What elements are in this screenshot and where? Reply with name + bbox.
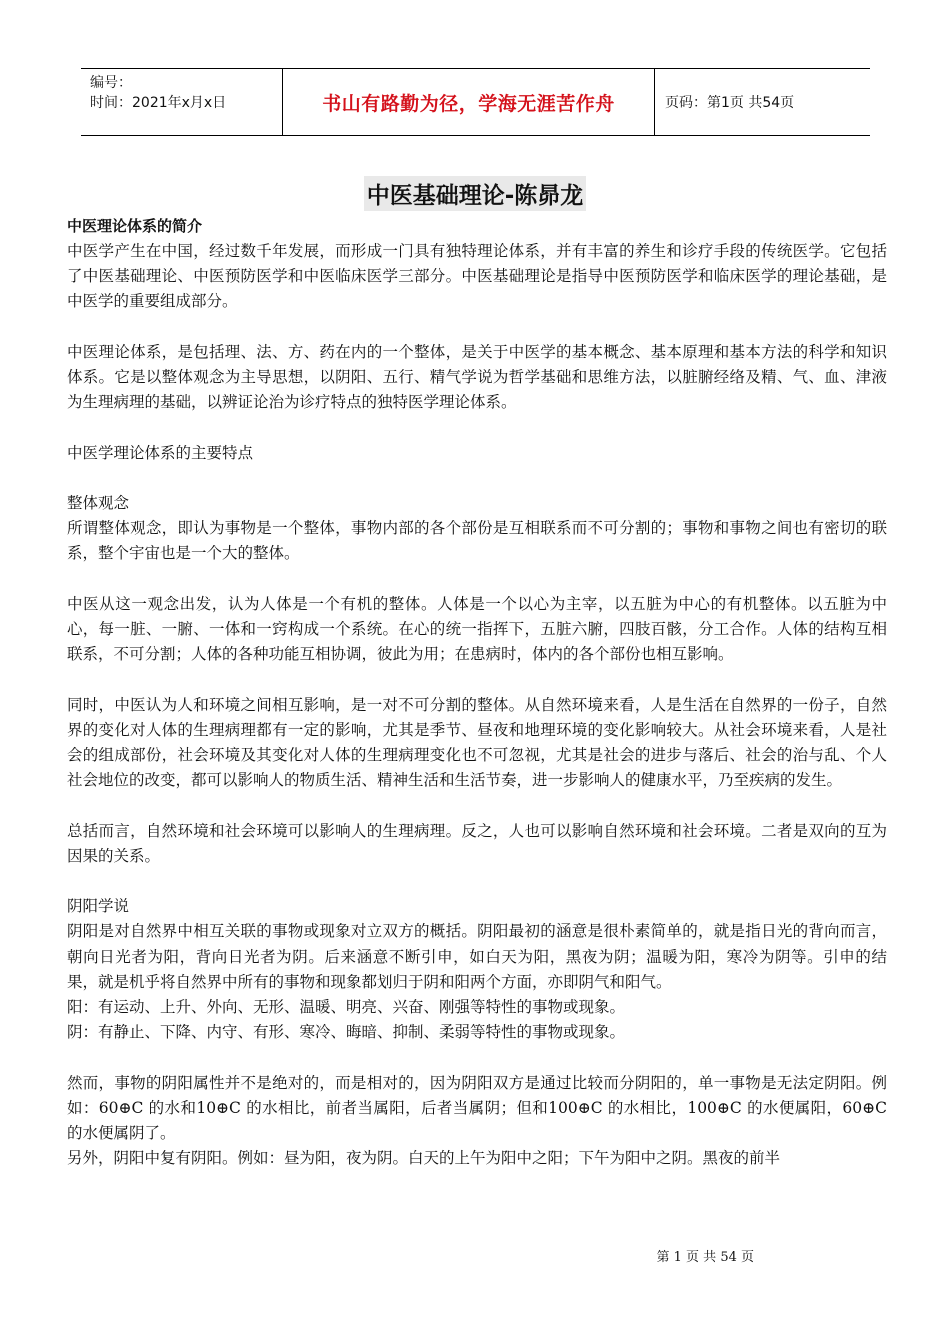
subheading: 整体观念 bbox=[67, 493, 130, 512]
paragraph: 阴：有静止、下降、内守、有形、寒冷、晦暗、抑制、柔弱等特性的事物或现象。 bbox=[67, 1023, 626, 1042]
paragraph: 另外，阴阳中复有阴阳。例如：昼为阳，夜为阴。白天的上午为阳中之阳；下午为阳中之阴。黑夜的前半 bbox=[67, 1149, 781, 1168]
header-left-cell bbox=[81, 69, 282, 135]
paragraph: 所谓整体观念，即认为事物是一个整体，事物内部的各个部份是互相联系而不可分割的；事物和事物之间也有密切的联系，整个宇宙也是一个大的整体。 bbox=[67, 519, 887, 563]
paragraph: 同时，中医认为人和环境之间相互影响，是一对不可分割的整体。从自然环境来看，人是生活在自然界的一份子，自然界的变化对人体的生理病理都有一定的影响，尤其是季节、昼夜和地理环境的变化影响较大。从社会环境来看，人是社会的组成部份，社会环境及其变化对人体的生理病理变化也不可忽视，尤其是社会的进步与落后、社会的治与乱、个人社会地位的改变，都可以影响人的物质生活、精神生活和生活节奏，进一步影响人的健康水平，乃至疾病的发生。 bbox=[67, 695, 887, 790]
subheading: 中医学理论体系的主要特点 bbox=[67, 443, 254, 462]
paragraph: 中医从这一观念出发，认为人体是一个有机的整体。人体是一个以心为主宰，以五脏为中心的有机整体。以五脏为中心，每一脏、一腑、一体和一窍构成一个系统。在心的统一指挥下，五脏六腑，四肢百骸，分工合作。人体的结构互相联系，不可分割；人体的各种功能互相协调，彼此为用；在患病时，体内的各个部份也相互影响。 bbox=[67, 594, 887, 664]
header-right-cell bbox=[655, 69, 870, 135]
paragraph: 然而，事物的阴阳属性并不是绝对的，而是相对的，因为阴阳双方是通过比较而分阴阳的，单一事物是无法定阴阳。例如：60⊕C 的水和10⊕C 的水相比，前者当属阳，后者当属阴；但和100⊕C 的水相比，100⊕C 的水便属阳，60⊕C 的水便属阴了。 bbox=[67, 1073, 887, 1142]
motto-text: 书山有路勤为径，学海无涯苦作舟 bbox=[322, 92, 615, 115]
header-center-cell bbox=[282, 69, 655, 135]
page-footer: 第 1 页 共 54 页 bbox=[656, 1250, 754, 1265]
page-label: 页码：第1页 共54页 bbox=[665, 95, 795, 111]
date-label: 时间：2021年x月x日 bbox=[90, 95, 227, 111]
paragraph: 中医理论体系，是包括理、法、方、药在内的一个整体，是关于中医学的基本概念、基本原理和基本方法的科学和知识体系。它是以整体观念为主导思想，以阴阳、五行、精气学说为哲学基础和思维方法，以脏腑经络及精、气、血、津液为生理病理的基础，以辨证论治为诊疗特点的独特医学理论体系。 bbox=[67, 342, 887, 412]
section-heading: 中医理论体系的简介 bbox=[67, 217, 203, 235]
subheading: 阴阳学说 bbox=[67, 897, 130, 916]
number-label: 编号： bbox=[90, 75, 132, 91]
paragraph: 阳：有运动、上升、外向、无形、温暖、明亮、兴奋、刚强等特性的事物或现象。 bbox=[67, 997, 626, 1016]
document-title: 中医基础理论-陈昴龙 bbox=[364, 176, 587, 211]
paragraph: 总括而言，自然环境和社会环境可以影响人的生理病理。反之，人也可以影响自然环境和社会环境。二者是双向的互为因果的关系。 bbox=[67, 821, 887, 865]
paragraph: 阴阳是对自然界中相互关联的事物或现象对立双方的概括。阴阳最初的涵意是很朴素简单的，就是指日光的背向而言，朝向日光者为阳，背向日光者为阴。后来涵意不断引申，如白天为阳，黑夜为阴；温暖为阳，寒冷为阴等。引申的结果，就是机乎将自然界中所有的事物和现象都划归于阴和阳两个方面，亦即阴气和阳气。 bbox=[67, 922, 887, 991]
paragraph: 中医学产生在中国，经过数千年发展，而形成一门具有独特理论体系，并有丰富的养生和诊疗手段的传统医学。它包括了中医基础理论、中医预防医学和中医临床医学三部分。中医基础理论是指导中医预防医学和临床医学的理论基础，是中医学的重要组成部分。 bbox=[67, 242, 887, 311]
document-body bbox=[67, 214, 887, 1171]
document-title-wrap bbox=[0, 176, 950, 211]
header-table bbox=[81, 68, 870, 136]
